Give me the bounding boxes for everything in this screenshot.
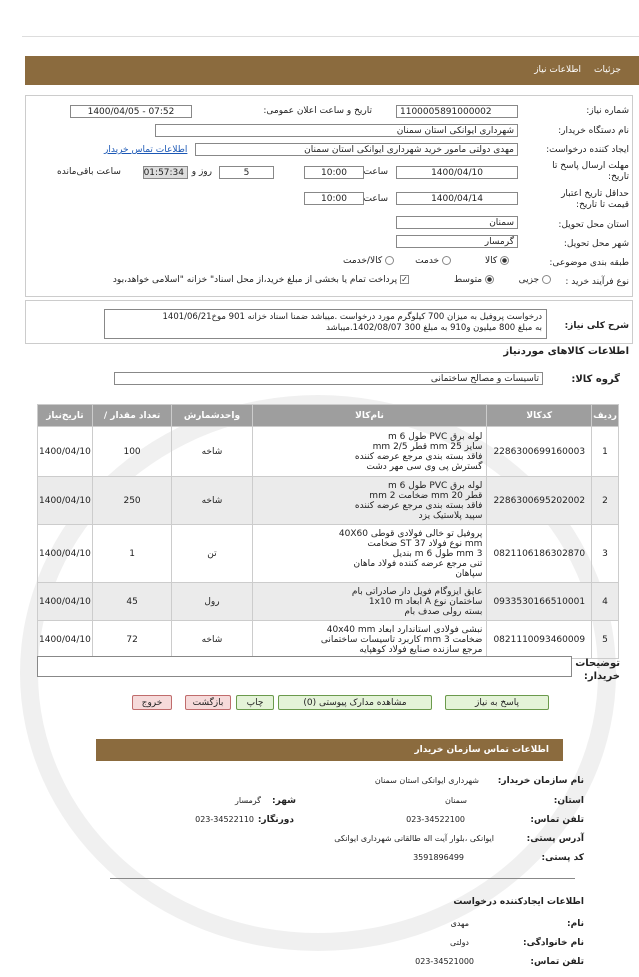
table-row: [38, 525, 619, 583]
row-name-line: مرجع سازنده صنایع فولاد کوهپایه: [359, 644, 483, 655]
buyer-contact-link[interactable]: اطلاعات تماس خریدار: [104, 145, 188, 155]
category-label: طبقه بندی موضوعی:: [549, 258, 629, 268]
row-qty: 72: [92, 621, 171, 659]
row-name-line: عایق ایزوگام فویل دار صادراتی بام: [351, 586, 483, 597]
top-divider: [22, 36, 639, 37]
requester-title: اطلاعات ایجادکننده درخواست: [453, 897, 584, 907]
process-medium-label: متوسط: [453, 275, 483, 285]
buyer-notes-label: توضیحات: [575, 658, 620, 669]
back-button[interactable]: بازگشت: [185, 695, 231, 710]
goods-table: [37, 404, 619, 659]
process-label: نوع فرآیند خرید :: [565, 277, 629, 287]
row-code: 2286300695202002: [487, 477, 592, 525]
remaining-time-field: 01:57:34: [143, 166, 188, 179]
row-index: 3: [592, 525, 619, 583]
category-goods-label: کالا: [484, 256, 498, 266]
table-row: [38, 621, 619, 659]
days-label: روز و: [191, 167, 212, 177]
row-date: 1400/04/10: [38, 583, 93, 621]
row-unit: تن: [172, 525, 252, 583]
nav-details[interactable]: جزئیات: [594, 65, 621, 75]
row-unit: شاخه: [172, 477, 252, 525]
exit-button[interactable]: خروج: [132, 695, 172, 710]
contact-postal-label: کد پستی:: [541, 853, 584, 863]
row-name-line: لوله برق PVC طول 6 m: [387, 431, 483, 442]
row-code: 2286300699160003: [487, 427, 592, 477]
row-name-line: فاقد بسته بندی مرجع عرضه کننده: [354, 500, 483, 511]
category-service[interactable]: [415, 256, 451, 266]
need-number-label: شماره نیاز:: [586, 106, 629, 116]
city-label: شهر محل تحویل:: [563, 239, 629, 249]
deadline-date-field: 1400/04/10: [396, 166, 518, 179]
row-name-line: ساختمان نوع A ابعاد 1x10 m: [368, 596, 483, 607]
radio-selected-icon: [485, 275, 494, 284]
buyer-notes-label-2: خریدار:: [583, 671, 620, 682]
row-code: 0933530166510001: [487, 583, 592, 621]
deadline-label-2: تاریخ:: [608, 172, 629, 182]
row-date: 1400/04/10: [38, 621, 93, 659]
validity-time-field: 10:00: [304, 192, 364, 205]
buyer-notes-field: [37, 656, 572, 677]
row-qty: 250: [92, 477, 171, 525]
row-code: 0821106186302870: [487, 525, 592, 583]
city-field: گرمسار: [396, 235, 518, 248]
col-qty: تعداد مقدار /: [92, 405, 171, 427]
row-name-line: فاقد بسته بندی مرجع عرضه کننده: [354, 451, 483, 462]
row-name-line: 3 mm طول 6 m بندیل: [392, 548, 483, 559]
contact-city-value: گرمسار: [235, 796, 261, 805]
payment-checkbox[interactable]: [113, 275, 409, 285]
contact-fax-label: دورنگار:: [257, 815, 294, 825]
announce-date-label: تاریخ و ساعت اعلان عمومی:: [263, 106, 372, 116]
radio-icon: [442, 256, 451, 265]
row-index: 1: [592, 427, 619, 477]
table-row: [38, 427, 619, 477]
category-goods[interactable]: [485, 256, 509, 266]
buyer-org-field: شهرداری ایوانکی استان سمنان: [155, 124, 518, 137]
header-bar: [25, 56, 639, 85]
row-name-line: پروفیل تو خالی فولادی قوطی 40X60: [338, 528, 483, 539]
checkbox-checked-icon: ✓: [401, 275, 408, 284]
deadline-time-field: 10:00: [304, 166, 364, 179]
summary-box: [104, 309, 547, 339]
validity-label: حداقل تاریخ اعتبار: [561, 189, 629, 199]
province-label: استان محل تحویل:: [558, 220, 629, 230]
table-row: [38, 583, 619, 621]
announce-date-field: 1400/04/05 - 07:52: [70, 105, 192, 118]
contact-org-value: شهرداری ایوانکی استان سمنان: [374, 776, 479, 785]
contact-address-label: آدرس پستی:: [526, 834, 584, 844]
row-name: [252, 621, 487, 659]
deadline-label: مهلت ارسال پاسخ تا: [552, 161, 629, 171]
row-date: 1400/04/10: [38, 525, 93, 583]
table-row: [38, 477, 619, 525]
row-unit: رول: [172, 583, 252, 621]
process-minor-label: جزیی: [518, 275, 540, 285]
contact-fax-value: 023-34522110: [195, 815, 254, 824]
category-goods-service[interactable]: [343, 256, 394, 266]
contact-org-label: نام سازمان خریدار:: [497, 776, 584, 786]
validity-date-field: 1400/04/14: [396, 192, 518, 205]
contact-postal-value: 3591896499: [413, 853, 464, 862]
buyer-org-label: نام دستگاه خریدار:: [558, 126, 629, 136]
deadline-time-label: ساعت: [363, 167, 388, 177]
contact-divider: [110, 878, 575, 879]
creator-field: مهدی دولتی مامور خرید شهرداری ایوانکی استان سمنان: [195, 143, 518, 156]
requester-last-name-value: دولتی: [450, 938, 469, 947]
creator-label: ایجاد کننده درخواست:: [546, 145, 629, 155]
print-button[interactable]: چاپ: [236, 695, 274, 710]
contact-city-label: شهر:: [272, 796, 296, 806]
category-service-label: خدمت: [415, 256, 440, 266]
nav-need-info[interactable]: اطلاعات نیاز: [534, 65, 581, 75]
col-name: نام‌کالا: [252, 405, 487, 427]
goods-group-label: گروه کالا:: [571, 374, 620, 385]
row-name: [252, 583, 487, 621]
row-qty: 1: [92, 525, 171, 583]
requester-first-name-label: نام:: [567, 919, 584, 929]
row-name-line: سپاهان: [455, 568, 483, 579]
row-index: 5: [592, 621, 619, 659]
contact-header-bar: [96, 739, 563, 761]
category-goods-service-label: کالا/خدمت: [342, 256, 383, 266]
row-qty: 45: [92, 583, 171, 621]
radio-icon: [542, 275, 551, 284]
attachments-button[interactable]: مشاهده مدارک پیوستی (0): [278, 695, 432, 710]
days-field: 5: [219, 166, 274, 179]
row-code: 0821110093460009: [487, 621, 592, 659]
payment-note: پرداخت تمام یا بخشی از مبلغ خرید،از محل اسناد" خزانه "اسلامی خواهد،بود: [112, 275, 398, 285]
validity-label-2: قیمت تا تاریخ:: [576, 200, 629, 210]
requester-first-name-value: مهدی: [450, 919, 469, 928]
row-index: 4: [592, 583, 619, 621]
row-name: [252, 427, 487, 477]
requester-phone-label: تلفن تماس:: [530, 957, 584, 967]
col-unit: واحدشمارش: [172, 405, 252, 427]
row-name-line: گسترش پی وی سی مهر دشت: [366, 461, 483, 472]
row-name-line: سایز 25 mm قطر 2/5 mm: [372, 441, 483, 452]
remaining-label: ساعت باقی‌مانده: [57, 167, 121, 177]
summary-label: شرح کلی نیاز:: [564, 321, 629, 331]
requester-last-name-label: نام خانوادگی:: [522, 938, 584, 948]
contact-phone-value: 023-34522100: [406, 815, 465, 824]
process-minor[interactable]: [519, 275, 551, 285]
summary-line-1: درخواست پروفیل به میزان 700 کیلوگرم مورد درخواست .میباشد ضمنا اسناد خزانه 901 موخ1401/06/21: [162, 312, 542, 322]
row-index: 2: [592, 477, 619, 525]
reply-button[interactable]: پاسخ به نیاز: [445, 695, 549, 710]
validity-time-label: ساعت: [363, 194, 388, 204]
row-date: 1400/04/10: [38, 427, 93, 477]
summary-line-2: به مبلغ 800 میلیون و910 به مبلغ 300 1402/08/07.میباشد: [326, 323, 542, 333]
row-name: [252, 477, 487, 525]
row-name-line: سپید پلاستیک یزد: [418, 510, 483, 521]
requester-phone-value: 023-34521000: [415, 957, 474, 966]
process-medium[interactable]: [454, 275, 494, 285]
contact-phone-label: تلفن تماس:: [530, 815, 584, 825]
radio-icon: [385, 256, 394, 265]
need-number-field: 1100005891000002: [396, 105, 518, 118]
row-unit: شاخه: [172, 621, 252, 659]
row-name-line: لوله برق PVC طول 6 m: [387, 480, 483, 491]
col-code: کدکالا: [487, 405, 592, 427]
contact-province-value: سمنان: [444, 796, 467, 805]
goods-group-field: تاسیسات و مصالح ساختمانی: [114, 372, 543, 385]
row-unit: شاخه: [172, 427, 252, 477]
contact-address-value: ایوانکی ،بلوار آیت اله طالقانی شهرداری ایوانکی: [334, 834, 494, 843]
row-name-line: قطر 20 mm ضخامت 2 mm: [369, 490, 483, 501]
row-name: [252, 525, 487, 583]
row-name-line: mm نوع فولاد 37 ST ضخامت: [367, 538, 483, 549]
contact-province-label: استان:: [553, 796, 584, 806]
row-qty: 100: [92, 427, 171, 477]
radio-selected-icon: [500, 256, 509, 265]
row-name-line: نبشی فولادی استاندارد ابعاد 40x40 mm: [326, 624, 483, 635]
contact-title: اطلاعات تماس سازمان خریدار: [414, 745, 549, 755]
col-date: تاریخ‌نیاز: [38, 405, 93, 427]
row-name-line: ضخامت 3 mm کاربرد تاسیسات ساختمانی: [320, 634, 483, 645]
row-date: 1400/04/10: [38, 477, 93, 525]
province-field: سمنان: [396, 216, 518, 229]
col-index: ردیف: [592, 405, 619, 427]
goods-section-title: اطلاعات کالاهای موردنیاز: [503, 346, 629, 357]
row-name-line: تنی مرجع عرضه کننده فولاد ماهان: [353, 558, 483, 569]
row-name-line: بسته رولی صدف بام: [404, 606, 483, 617]
